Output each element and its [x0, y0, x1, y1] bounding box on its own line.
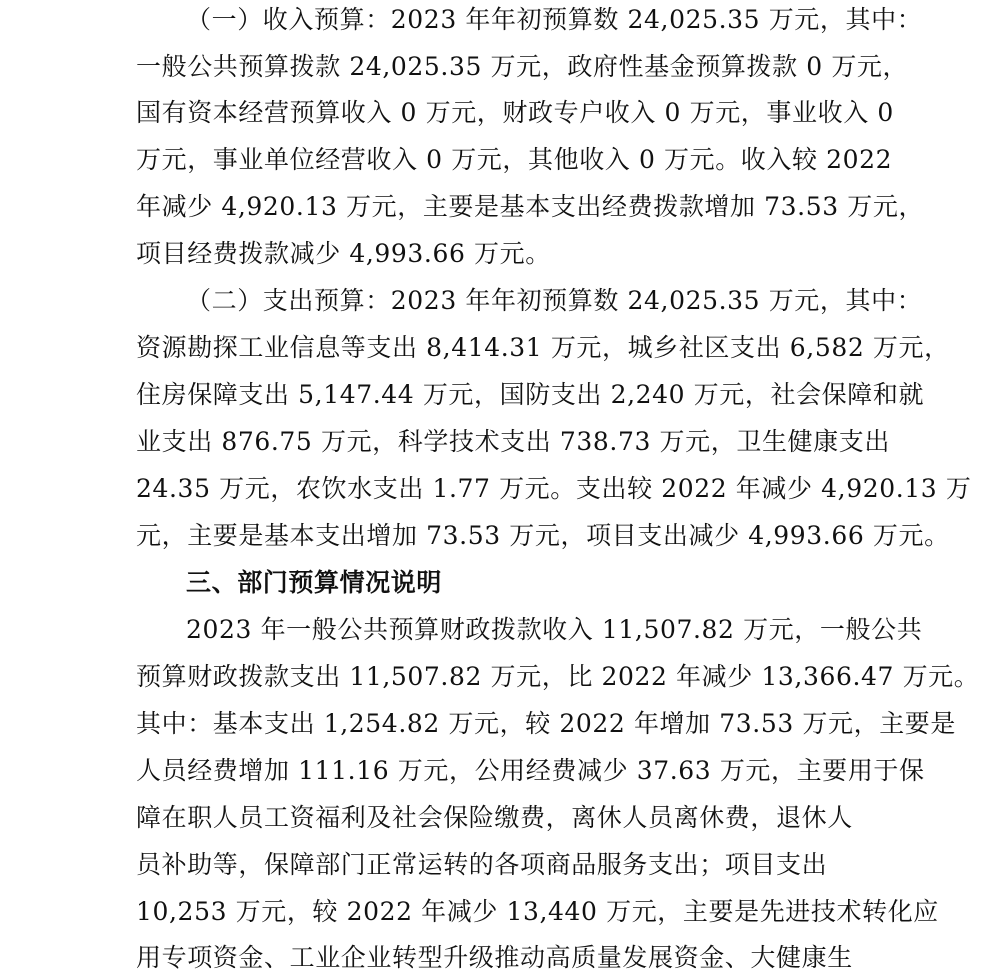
paragraph-line: 障在职人员工资福利及社会保险缴费，离休人员离休费，退休人: [136, 803, 853, 832]
paragraph-line: 国有资本经营预算收入 0 万元，财政专户收入 0 万元，事业收入 0: [136, 98, 894, 127]
paragraph-line: 2023 年一般公共预算财政拨款收入 11,507.82 万元，一般公共: [186, 615, 923, 644]
paragraph-line: 预算财政拨款支出 11,507.82 万元，比 2022 年减少 13,366.47 万元。: [136, 662, 980, 691]
paragraph-line: 员补助等，保障部门正常运转的各项商品服务支出；项目支出: [136, 850, 828, 879]
paragraph-line: 住房保障支出 5,147.44 万元，国防支出 2,240 万元，社会保障和就: [136, 380, 925, 409]
paragraph-line: 24.35 万元，农饮水支出 1.77 万元。支出较 2022 年减少 4,920.13 万: [136, 474, 972, 503]
paragraph-line: （二）支出预算：2023 年年初预算数 24,025.35 万元，其中：: [186, 286, 923, 315]
paragraph-line: 人员经费增加 111.16 万元，公用经费减少 37.63 万元，主要用于保: [136, 756, 925, 785]
paragraph-line: 一般公共预算拨款 24,025.35 万元，政府性基金预算拨款 0 万元，: [136, 52, 909, 81]
section-heading: 三、部门预算情况说明: [186, 568, 443, 597]
paragraph-line: 年减少 4,920.13 万元，主要是基本支出经费拨款增加 73.53 万元，: [136, 192, 925, 221]
paragraph-line: 项目经费拨款减少 4,993.66 万元。: [136, 239, 551, 268]
paragraph-line: 资源勘探工业信息等支出 8,414.31 万元，城乡社区支出 6,582 万元，: [136, 333, 950, 362]
paragraph-line: 元，主要是基本支出增加 73.53 万元，项目支出减少 4,993.66 万元。: [136, 521, 950, 550]
paragraph-line: （一）收入预算：2023 年年初预算数 24,025.35 万元，其中：: [186, 5, 923, 34]
paragraph-line: 其中：基本支出 1,254.82 万元，较 2022 年增加 73.53 万元，主要是: [136, 709, 957, 738]
paragraph-line: 用专项资金、工业企业转型升级推动高质量发展资金、大健康生: [136, 943, 853, 972]
paragraph-line: 业支出 876.75 万元，科学技术支出 738.73 万元，卫生健康支出: [136, 427, 890, 456]
paragraph-line: 万元，事业单位经营收入 0 万元，其他收入 0 万元。收入较 2022: [136, 145, 893, 174]
paragraph-line: 10,253 万元，较 2022 年减少 13,440 万元，主要是先进技术转化应: [136, 897, 939, 926]
